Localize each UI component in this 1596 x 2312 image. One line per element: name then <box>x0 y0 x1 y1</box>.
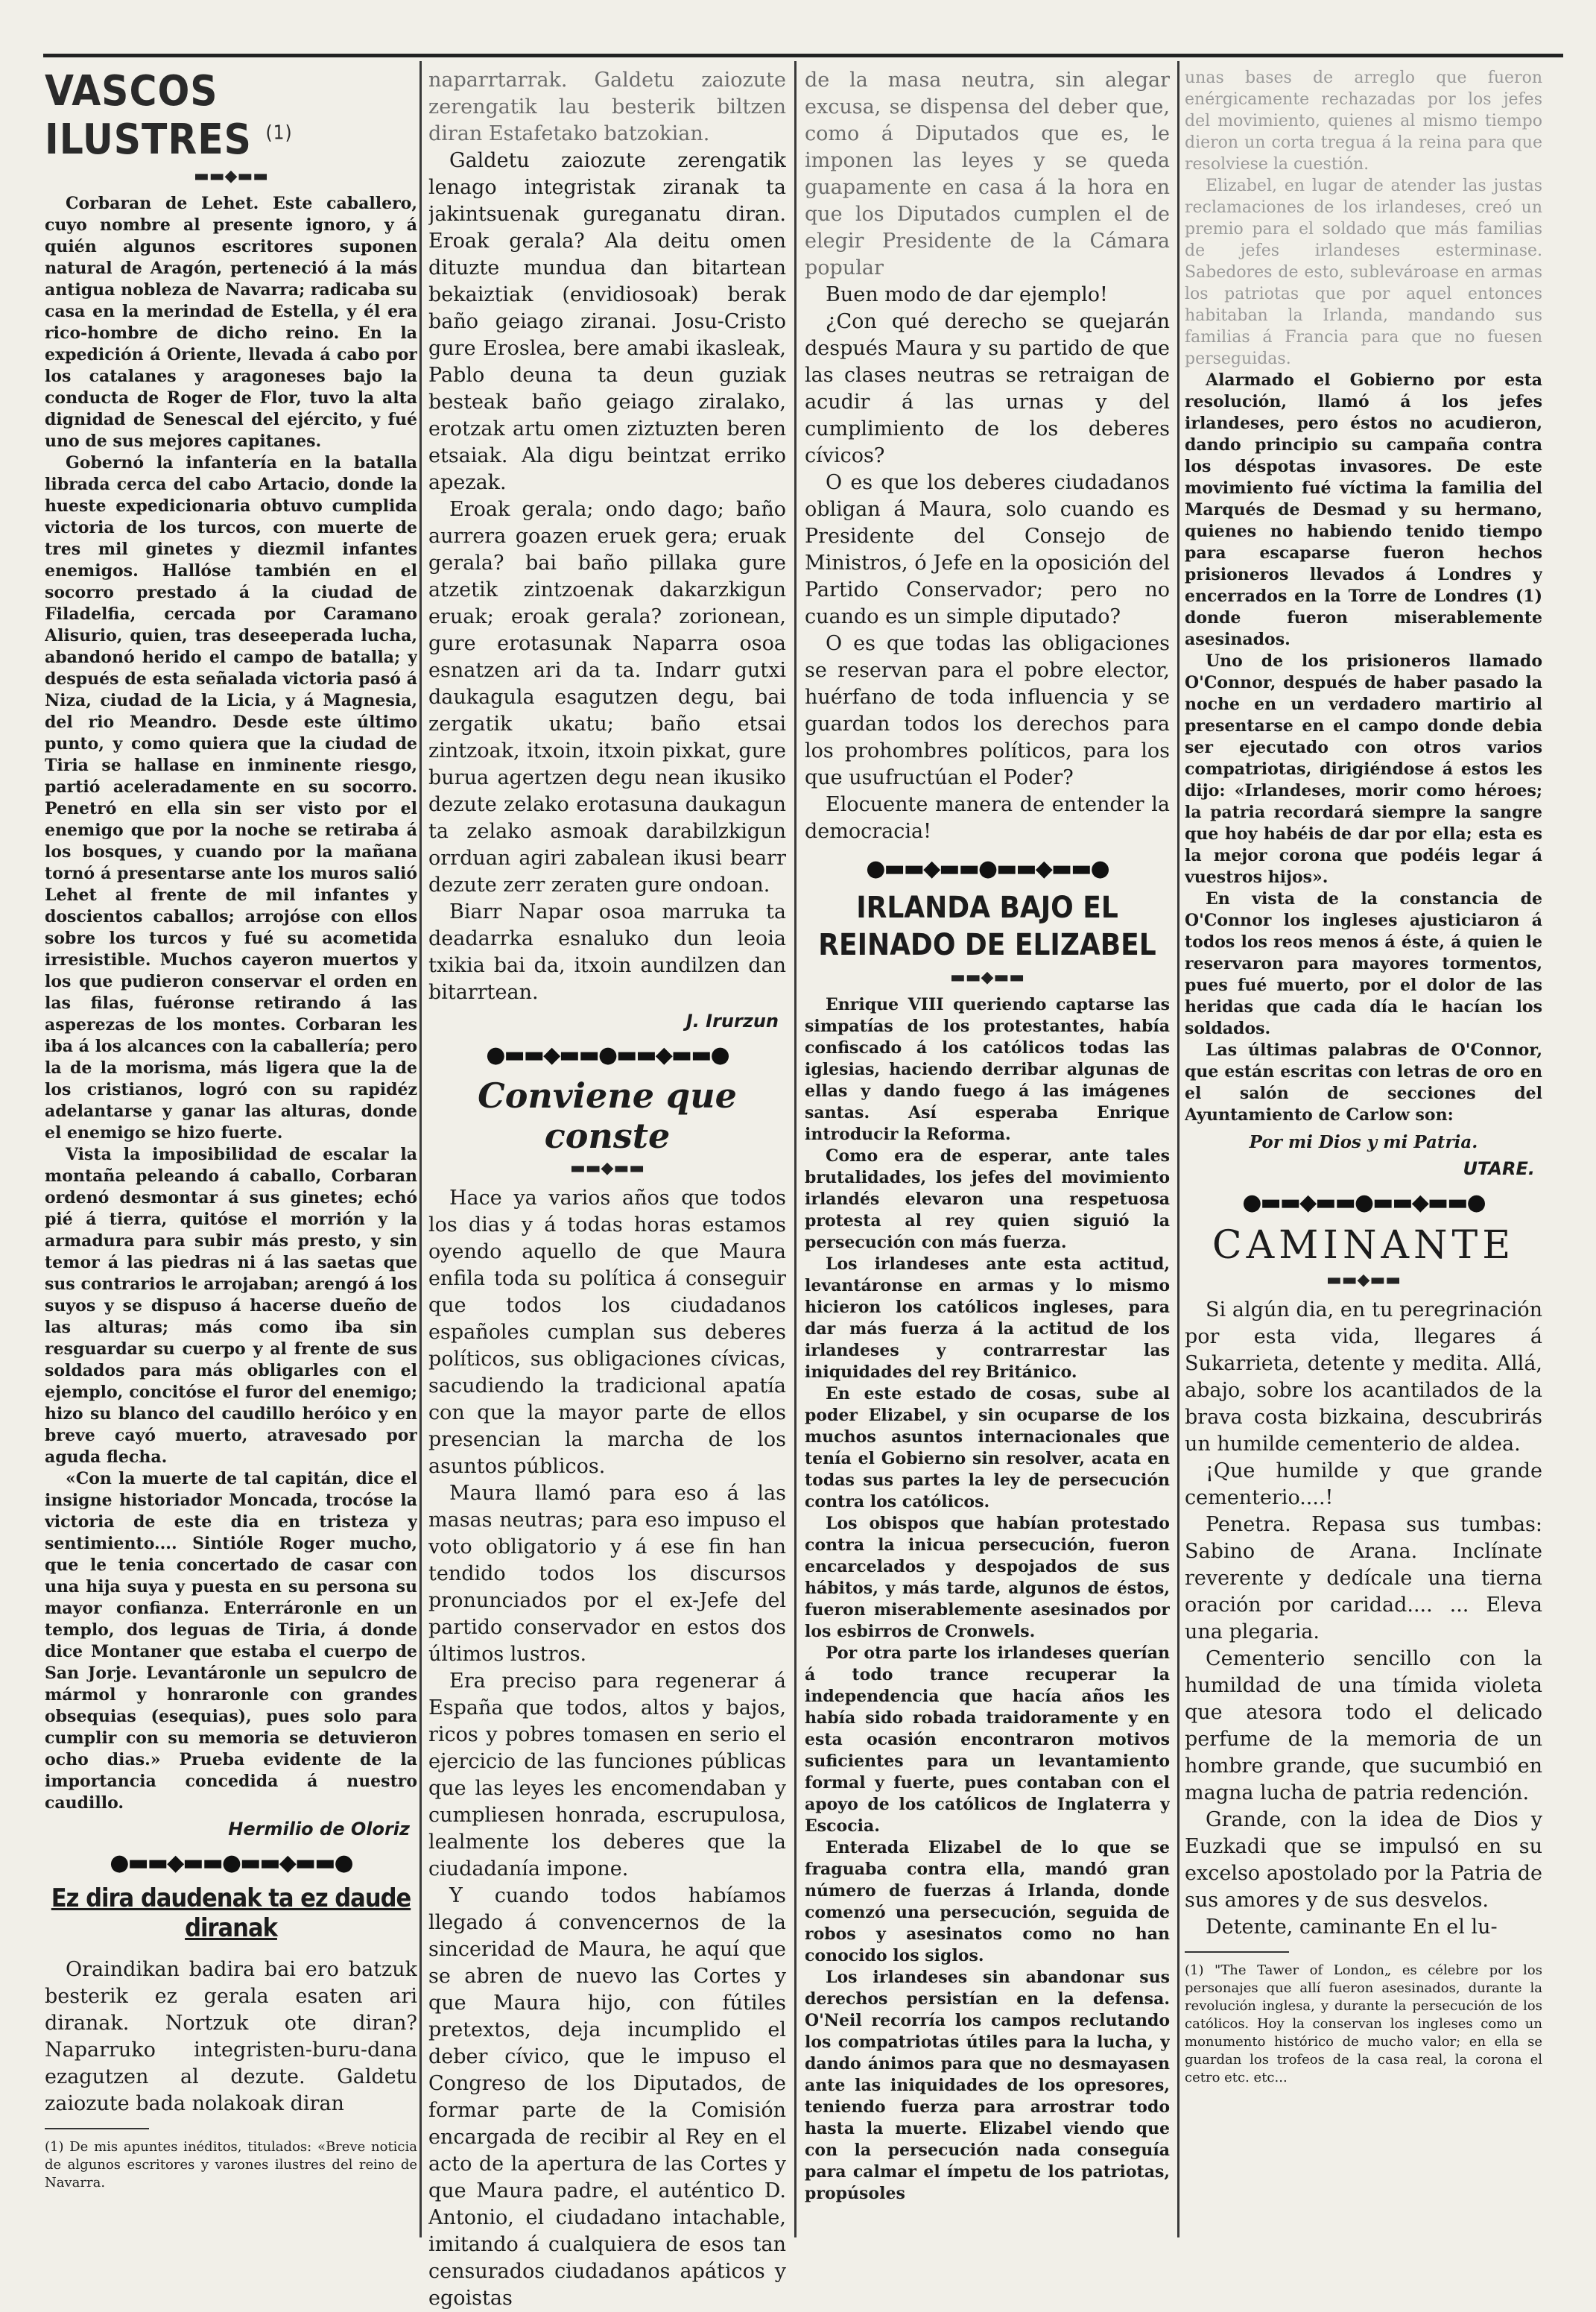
paragraph: Eroak gerala; ondo dago; baño aurrera goazen eruek gera; eruak gerala? bai baño pillaka gure atzetik zintzoenak dakarzkigun eruak; eroak gerala? zorionean, gure erotasunak Naparra osoa esnatzen ari da ta. Indarr gutxi daukagula esagutzen degu, bai zergatik ukatu; baño etsai zintzoak, itxoin, itxoin pixkat, gure burua agertzen degu nean ikusiko dezute zelako erotasuna daukagun ta zelako asmoak darabilzkigun orrduan agiri zabalean ikusi bearr dezute zerr zeraten gure ondoan. <box>428 498 786 897</box>
column-1 <box>45 67 417 2192</box>
footnote: (1) "The Tawer of London„ es célebre por los personajes que allí fueron asesinados, durante la revolución inglesa, y durante la persecución de los católicos. Hoy la conservan los ingleses como un monumento histórico de mucho valor; en ella se guardan los trofeos de la casa real, la corona el cetro etc. etc... <box>1185 1962 1542 2085</box>
paragraph: Detente, caminante En el lu- <box>1206 1915 1498 1939</box>
paragraph: Gobernó la infantería en la batalla librada cerca del cabo Artacio, donde la hueste expedicionaria obtuvo cumplida victoria de los turcos, con muerte de tres mil ginetes y diezmil infantes enemigos. Hallóse también en el socorro prestado á la ciudad de Filadelfia, cercada por Caramano Alisurio, quien, tras deseeperada lucha, abandonó herido el campo de batalla; y después de esta señalada victoria pasó á Niza, ciudad de la Licia, y á Magnesia, del rio Meandro. Desde este último punto, y como quiera que la ciudad de Tiria se hallase en inminente riesgo, partió aceleradamente en su socorro. Penetró en ella sin ser visto por el enemigo que por la noche se retiraba á los bosques, y cuando por la mañana tornó á presentarse ante los muros salió Lehet al frente de mil infantes y doscientos caballos; arrojóse con ellos sobre los turcos y fué su acometida irresistible. Muchos cayeron muertos y los que pudieron conservar el orden en las filas, fuéronse retirando á las asperezas de los montes. Corbaran les iba á los alcances con la caballería; pero la de la morisma, más ligera que la de los cristianos, logró con su rapidéz adelantarse y ganar las alturas, donde el enemigo se hizo fuerte. <box>45 453 417 1143</box>
paragraph: Los obispos que habían protestado contra la inicua persecución, fueron encarcelados y despojados de sus hábitos, y más tarde, algunos de éstos, fueron miserablemente asesinados por los esbirros de Cronwels. <box>805 1514 1170 1641</box>
column-4 <box>1185 67 1542 2087</box>
paragraph: «Con la muerte de tal capitán, dice el insigne historiador Moncada, trocóse la victoria de este dia en tristeza y sentimiento.... Sintióle Roger mucho, que le tenia concertado de casar con una hija suya y puesta en su persona su mayor confianza. Enterráronle en un templo, dos leguas de Tiria, á donde dice Montaner que estaba el cuerpo de San Jorje. Levantáronle un sepulcro de mármol y honraronle con grandes obsequias (esequias), pues solo para cumplir con su memoria se detuvieron ocho dias.» Prueba evidente de la importancia concedida á nuestro caudillo. <box>45 1469 417 1813</box>
ornament-divider: ●▬▬◆▬▬●▬▬◆▬▬● <box>486 1042 729 1068</box>
paragraph: Vista la imposibilidad de escalar la montaña peleando á caballo, Corbaran ordenó desmontar á sus ginetes; echó pié á tierra, quitóse el morrión y la armadura para subir más presto, y sin temor á las piedras ni á las saetas que sus contrarios le arrojaban; arengó á los suyos y se dispuso á hacerse dueño de las alturas; más como iba sin resguardar su cuerpo y al frente de sus soldados para más obligarles con el ejemplo, concitóse el furor del enemigo; hizo su blanco del caudillo heróico y en breve cayó muerto, atravesado por aguda flecha. <box>45 1145 417 1467</box>
paragraph: En vista de la constancia de O'Connor los ingleses ajusticiaron á todos los reos menos á éste, á quien le reservaron para mayores tormentos, pues fué muerto, por el dolor de las heridas que cada día le hacían los soldados. <box>1185 889 1542 1038</box>
footnote-rule <box>1185 1951 1289 1953</box>
paragraph: Enrique VIII queriendo captarse las simpatías de los protestantes, había confiscado á los católicos todas las iglesias, haciendo derribar algunas de ellas y dando fuego á las imágenes santas. Así esperaba Enrique introducir la Reforma. <box>805 995 1170 1144</box>
paragraph: Era preciso para regenerar á España que todos, altos y bajos, ricos y pobres tomasen en serio el ejercicio de las funciones públicas que las leyes les encomendaban y cumpliesen honrada, escrupulosa, lealmente los deberes que la ciudadanía impone. <box>428 1670 786 1880</box>
paragraph: Hace ya varios años que todos los dias y á todas horas estamos oyendo aquello de que Maura enfila toda su política á conseguir que todos los ciudadanos españoles cumplan sus deberes políticos, sus obligaciones cívicas, sacudiendo la tradicional apatía con que la mayor parte de ellos presencian la marcha de los asuntos públicos. <box>428 1187 786 1478</box>
paragraph: ¡Que humilde y que grande cementerio....! <box>1185 1459 1542 1509</box>
article-title <box>45 67 417 164</box>
paragraph: O es que los deberes ciudadanos obligan á Maura, solo cuando es Presidente del Consejo de Ministros, ó Jefe en la oposición del Partido Conservador; pero no cuando es un simple diputado? <box>805 471 1170 628</box>
column-3 <box>805 67 1170 2205</box>
article-title-text: VASCOS ILUSTRES <box>45 67 252 164</box>
paragraph: O es que todas las obligaciones se reservan para el pobre elector, huérfano de toda influencia y se guardan todos los derechos para los prohombres políticos, para los que usufructúan el Poder? <box>805 632 1170 789</box>
paragraph: Elizabel, en lugar de atender las justas reclamaciones de los irlandeses, creó un premio para el soldado que más familias de jefes irlandeses esterminase. Sabedores de esto, sublevároase en armas los patriotas que por aquel entonces habitaban la Irlanda, mandando sus familias á Francia para que no fuesen perseguidas. <box>1185 177 1542 368</box>
paragraph: Los irlandeses ante esta actitud, levantáronse en armas y lo mismo hicieron los católicos ingleses, para dar más fuerza á la actitud de los irlandeses y contrarrestar las iniquidades del rey Británico. <box>805 1254 1170 1382</box>
paragraph: Galdetu zaiozute zerengatik lenago integristak ziranak ta jakintsuenak gureganatu diran. Eroak gerala? Ala deitu omen dituzte mundua dan bitartean bekaiztiak (envidiosoak) berak baño geiago ziranai. Josu-Cristo gure Eroslea, bere amabi ikasleak, Pablo deuna ta deun guziak besteak baño geiago ziralako, erotzak artu omen ziztuzten beren etsaiak. Ala digu beintzat erriko apezak. <box>428 149 786 494</box>
column-2 <box>428 67 786 2312</box>
ornament-divider: ▬▬◆▬▬ <box>1326 1271 1402 1289</box>
ornament-divider: ▬▬◆▬▬ <box>193 167 269 186</box>
paragraph: Oraindikan badira bai ero batzuk besterik ez gerala esaten ari diranak. Nortzuk ote diran? Naparruko integristen-buru-dana ezagutzen al dezute. Galdetu zaiozute bada nolakoak diran <box>45 1958 417 2115</box>
paragraph: Si algún dia, en tu peregrinación por esta vida, llegares á Sukarrieta, detente y medita. Allá, abajo, sobre los acantilados de la brava costa bizkaina, descubrirás un humilde cementerio de aldea. <box>1185 1298 1542 1456</box>
ornament-divider: ●▬▬◆▬▬●▬▬◆▬▬● <box>866 856 1109 882</box>
footnote-ref: (1) <box>265 121 293 145</box>
paragraph: Enterada Elizabel de lo que se fraguaba contra ella, mandó gran número de fuerzas á Irlanda, donde comenzó una persecución, seguida de robos y asesinatos como no han conocido los siglos. <box>805 1838 1170 1965</box>
section-heading: Conviene que conste <box>478 1076 737 1156</box>
paragraph: Los irlandeses sin abandonar sus derechos persistían en la defensa. O'Neil recorría los campos reclutando los compatriotas útiles para la lucha, y dando ánimos para que no desmayasen ante las iniquidades de los opresores, teniendo fuerza para arrostrar todo hasta la muerte. Elizabel viendo que con la persecución nada conseguía para calmar el ímpetu de los patriotas, propúsoles <box>805 1968 1170 2203</box>
footnote-rule <box>45 2128 149 2129</box>
paragraph: En este estado de cosas, sube al poder Elizabel, y sin ocuparse de los muchos asuntos internacionales que tenía el Gobierno sin resolver, acata en todas sus partes la ley de persecución contra los católicos. <box>805 1384 1170 1512</box>
paragraph: Y cuando todos habíamos llegado á convencernos de la sinceridad de Maura, he aquí que se abren de nuevo las Cortes y que Maura hijo, con fútiles pretextos, deja incumplido el deber cívico, que le impuso el Congreso de los Diputados, de formar parte de la Comisión encargada de recibir al Rey en el acto de la apertura de las Cortes y que Maura padre, el auténtico D. Antonio, el ciudadano intachable, imitando á cualquiera de esos tan censurados ciudadanos apáticos y egoistas <box>428 1884 786 2310</box>
ornament-divider: ●▬▬◆▬▬●▬▬◆▬▬● <box>110 1850 352 1876</box>
paragraph: Grande, con la idea de Dios y Euzkadi que se impulsó en su excelso apostolado por la Patria de sus amores y de sus desvelos. <box>1185 1808 1542 1912</box>
signature: UTARE. <box>1463 1158 1535 1179</box>
paragraph: Uno de los prisioneros llamado O'Connor, después de haber pasado la noche en un verdadero martirio al presentarse en el campo donde debia ser ejecutado con otros varios compatriotas, dirigiéndose á estos les dijo: «Irlandeses, morir como héroes; la patria recordará siempre la sangre que hoy habéis de dar por ella; esta es la mejor corona que podéis legar á vuestros hijos». <box>1185 651 1542 887</box>
section-heading: CAMINANTE <box>1212 1223 1516 1268</box>
ornament-divider: ●▬▬◆▬▬●▬▬◆▬▬● <box>1242 1190 1485 1216</box>
paragraph: Penetra. Repasa sus tumbas: Sabino de Arana. Inclínate reverente y dedícale una tierna oración por caridad.... ... Eleva una plegaria. <box>1185 1513 1542 1643</box>
section-heading: Ez dira daudenak ta ez daude diranak <box>51 1883 411 1943</box>
top-rule <box>43 54 1563 57</box>
column-divider <box>794 61 797 2237</box>
paragraph: Cementerio sencillo con la humildad de una tímida violeta que atesora todo el delicado perfume de la memoria de un hombre grande, que sucumbió en magna lucha de patria redención. <box>1185 1647 1542 1804</box>
column-divider <box>1177 61 1179 2237</box>
paragraph: Como era de esperar, ante tales brutalidades, los jefes del movimiento irlandés elevaron una respetuosa protesta al rey quien siguió la persecución con más fuerza. <box>805 1146 1170 1252</box>
paragraph: Alarmado el Gobierno por esta resolución, llamó á los jefes irlandeses, pero éstos no acudieron, dando principio su campaña contra los déspotas invasores. De este movimiento fué víctima la familia del Marqués de Desmad y su hermano, quienes no habiendo tenido tiempo para escaparse fueron hechos prisioneros llevados á Londres y encerrados en la Torre de Londres (1) donde fueron miserablemente asesinados. <box>1185 370 1542 649</box>
paragraph: Buen modo de dar ejemplo! <box>826 283 1108 306</box>
paragraph: naparrtarrak. Galdetu zaiozute zerengatik lau besterik biltzen diran Estafetako batzokian. <box>428 69 786 145</box>
paragraph: Elocuente manera de entender la democracia! <box>805 793 1170 843</box>
paragraph: Biarr Napar osoa marruka ta deadarrka esnaluko dun leoia txikia bai da, itxoin aundilzen dan bitarrtean. <box>428 900 786 1004</box>
paragraph: de la masa neutra, sin alegar excusa, se dispensa del deber que, como á Diputados que es, le imponen las leyes y se queda guapamente en casa á la hora en que los Diputados cumplen el de elegir Presidente de la Cámara popular <box>805 69 1170 279</box>
signature: Hermilio de Oloriz <box>228 1819 410 1839</box>
ornament-divider: ▬▬◆▬▬ <box>949 968 1025 987</box>
signature: J. Irurzun <box>685 1011 779 1032</box>
paragraph: ¿Con qué derecho se quejarán después Maura y su partido de que las clases neutras se retraigan de acudir á las urnas y del cumplimiento de los deberes cívicos? <box>805 310 1170 467</box>
paragraph: Corbaran de Lehet. Este caballero, cuyo nombre al presente ignoro, y á quién algunos escritores suponen natural de Aragón, perteneció á la más antigua nobleza de Navarra; radicaba su casa en la merindad de Estella, y él era rico-hombre de dicho reino. En la expedición á Oriente, llevada á cabo por los catalanes y aragoneses bajo la conducta de Roger de Flor, tuvo la alta dignidad de Senescal del ejército, y fué uno de sus mejores capitanes. <box>45 194 417 451</box>
paragraph: Maura llamó para eso á las masas neutras; para eso impuso el voto obligatorio y á ese fin han tendido todos los discursos pronunciados por el ex-Jefe del partido conservador en estos dos últimos lustros. <box>428 1482 786 1666</box>
paragraph: unas bases de arreglo que fueron enérgicamente rechazadas por los jefes del movimiento, quienes al mismo tiempo dieron un corta tregua á la reina para que resolviese la cuestión. <box>1185 69 1542 174</box>
motto: Por mi Dios y mi Patria. <box>1249 1132 1478 1152</box>
ornament-divider: ▬▬◆▬▬ <box>569 1159 645 1178</box>
paragraph: Las últimas palabras de O'Connor, que están escritas con letras de oro en el salón de secciones del Ayuntamiento de Carlow son: <box>1185 1040 1542 1125</box>
column-divider <box>419 61 422 2237</box>
section-heading: IRLANDA BAJO EL REINADO DE ELIZABEL <box>818 891 1156 962</box>
footnote: (1) De mis apuntes inéditos, titulados: «Breve noticia de algunos escritores y varones ilustres del reino de Navarra. <box>45 2139 417 2191</box>
paragraph: Por otra parte los irlandeses querían á todo trance recuperar la independencia que hacía años les había sido robada traidoramente y en esta ocasión encontraron motivos suficientes para un levantamiento formal y fuerte, pues contaban con el apoyo de los católicos de Inglaterra y Escocia. <box>805 1643 1170 1836</box>
